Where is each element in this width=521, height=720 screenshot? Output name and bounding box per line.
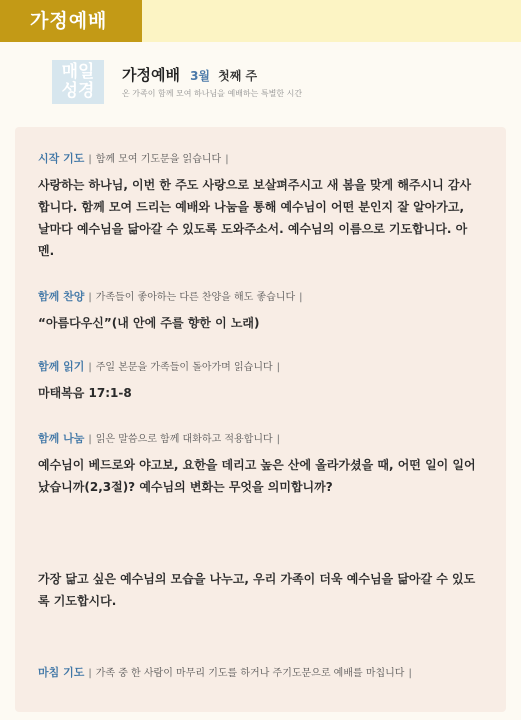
section-reading: [38, 358, 478, 404]
title-row: [122, 64, 257, 85]
discussion-question: 예수님이 베드로와 야고보, 요한을 데리고 높은 산에 올라가셨을 때, 어떤 일이 일어났습니까(2,3절)? 예수님의 변화는 무엇을 의미합니까?: [38, 458, 476, 494]
section-opening-prayer: [38, 150, 478, 262]
section-instruction: 주일 본문을 가족들이 돌아가며 읽습니다: [95, 362, 273, 373]
logo-line-1: 매일: [61, 62, 95, 82]
section-instruction: 읽은 말씀으로 함께 대화하고 적용합니다: [95, 434, 273, 445]
section-sharing: [38, 430, 478, 498]
week-label: 첫째 주: [218, 69, 258, 83]
section-instruction: 함께 모여 기도문을 읽습니다: [95, 154, 222, 165]
section-label: 마침 기도 | 가족 중 한 사람이 마무리 기도를 하거나 주기도문으로 예배를 마칩니다 |: [38, 666, 412, 679]
section-praise: [38, 288, 478, 334]
scripture-reference: 마태복음 17:1-8: [38, 386, 132, 400]
opening-prayer-text: 사랑하는 하나님, 이번 한 주도 사랑으로 보살펴주시고 새 봄을 맞게 해주시니 감사합니다. 함께 모여 드리는 예배와 나눔을 통해 예수님이 어떤 분인지 잘 알아가고, 날마다 예수님을 닮아갈 수 있도록 도와주소서. 예수님의 이름으로 기도합니다. 아멘.: [38, 178, 472, 258]
praise-song: “아름다우신”(내 안에 주를 향한 이 노래): [38, 316, 260, 330]
section-instruction: 가족 중 한 사람이 마무리 기도를 하거나 주기도문으로 예배를 마칩니다: [95, 668, 405, 679]
section-label: 함께 읽기 | 주일 본문을 가족들이 돌아가며 읽습니다 |: [38, 360, 281, 373]
month-label: 3월: [190, 69, 211, 83]
header: [52, 60, 492, 106]
category-tab: 가정예배: [0, 0, 142, 42]
application-prompt: 가장 닮고 싶은 예수님의 모습을 나누고, 우리 가족이 더욱 예수님을 닮아갈 수 있도록 기도합시다.: [38, 572, 476, 608]
section-heading: 함께 읽기: [38, 360, 85, 373]
section-label: 시작 기도 | 함께 모여 기도문을 읽습니다 |: [38, 152, 229, 165]
logo-line-2: 성경: [61, 81, 95, 101]
section-label: 함께 찬양 | 가족들이 좋아하는 다른 찬양을 해도 좋습니다 |: [38, 290, 303, 303]
top-banner: [0, 0, 521, 42]
section-label: 함께 나눔 | 읽은 말씀으로 함께 대화하고 적용합니다 |: [38, 432, 281, 445]
page-title: 가정예배: [122, 66, 180, 84]
section-heading: 마침 기도: [38, 666, 85, 679]
section-application: [38, 568, 478, 612]
section-heading: 함께 찬양: [38, 290, 85, 303]
section-heading: 시작 기도: [38, 152, 85, 165]
section-closing-prayer: [38, 664, 478, 680]
section-instruction: 가족들이 좋아하는 다른 찬양을 해도 좋습니다: [95, 292, 296, 303]
page-subtitle: 온 가족이 함께 모여 하나님을 예배하는 특별한 시간: [122, 89, 303, 98]
section-heading: 함께 나눔: [38, 432, 85, 445]
daily-bible-logo: [52, 60, 104, 104]
